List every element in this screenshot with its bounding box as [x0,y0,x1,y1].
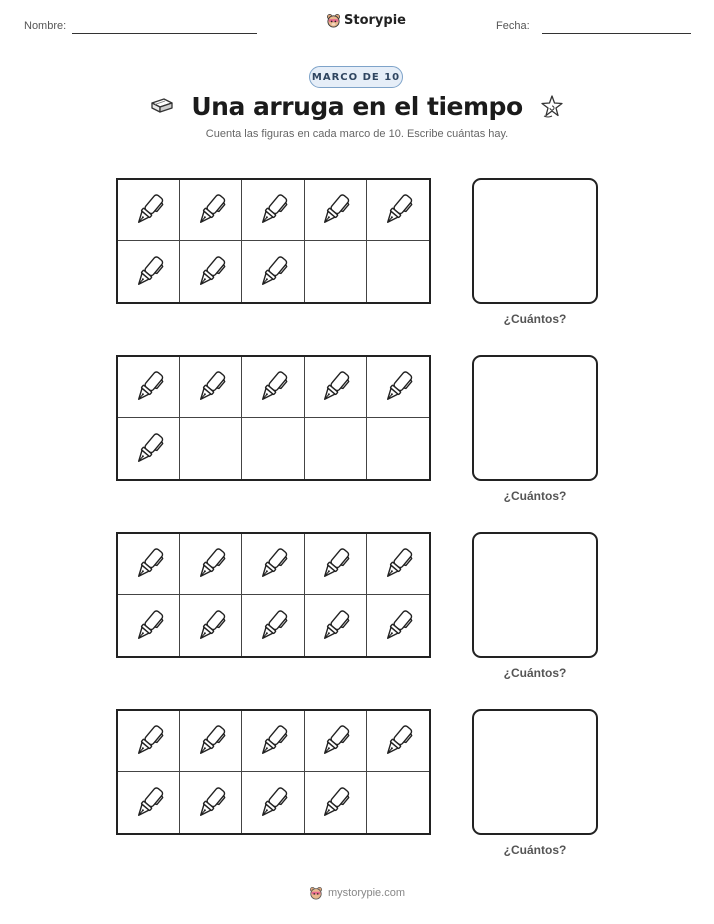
bear-icon [326,13,341,28]
activity-badge: MARCO DE 10 [309,66,403,88]
pen-icon [131,722,167,760]
frame-cell [118,772,180,833]
instructions: Cuenta las figuras en cada marco de 10. Escribe cuántas hay. [205,128,509,140]
pen-icon [255,545,291,583]
name-label: Nombre: [24,20,67,32]
pen-icon [131,430,167,468]
frame-cell [242,711,304,772]
frame-cell [305,772,367,833]
pen-icon [255,607,291,645]
frame-cell [180,595,242,656]
page-title: Una arruga en el tiempo [191,92,523,121]
name-line[interactable] [72,33,257,34]
pen-icon [317,368,353,406]
footer [0,886,714,900]
frame-cell [118,595,180,656]
pen-icon [380,545,416,583]
pen-icon [193,607,229,645]
pen-icon [131,368,167,406]
answer-box[interactable] [472,355,598,481]
frame-cell [180,180,242,241]
answer-box[interactable] [472,532,598,658]
brand-name: Storypie [344,13,406,28]
frame-cell [367,418,429,479]
frame-cell [242,180,304,241]
question-label: ¿Cuántos? [503,489,567,503]
frame-cell [118,180,180,241]
date-line[interactable] [542,33,691,34]
pen-icon [131,191,167,229]
frame-cell [367,711,429,772]
pen-icon [380,191,416,229]
pen-icon [193,722,229,760]
question-label: ¿Cuántos? [503,666,567,680]
pen-icon [193,253,229,291]
pen-icon [131,253,167,291]
frame-cell [118,241,180,302]
frame-cell [242,772,304,833]
frame-cell [367,180,429,241]
pen-icon [317,722,353,760]
title-row [0,92,714,121]
frame-cell [118,711,180,772]
frame-cell [305,534,367,595]
frame-cell [118,534,180,595]
pen-icon [193,368,229,406]
pen-icon [255,253,291,291]
pen-icon [317,607,353,645]
frame-cell [367,772,429,833]
ten-frame [116,178,431,304]
pen-icon [317,545,353,583]
frame-cell [305,357,367,418]
frame-cell [305,180,367,241]
pen-icon [380,607,416,645]
ten-frame [116,532,431,658]
answer-box[interactable] [472,178,598,304]
question-label: ¿Cuántos? [503,843,567,857]
frame-cell [367,534,429,595]
pen-icon [131,607,167,645]
star-icon [539,94,565,120]
pen-icon [255,722,291,760]
pen-icon [193,784,229,822]
pen-icon [317,191,353,229]
frame-cell [180,357,242,418]
answer-box[interactable] [472,709,598,835]
frame-cell [180,418,242,479]
frame-cell [180,241,242,302]
frame-cell [367,357,429,418]
book-icon [149,97,175,117]
frame-cell [180,534,242,595]
frame-cell [242,241,304,302]
frame-cell [242,595,304,656]
frame-cell [118,418,180,479]
pen-icon [255,784,291,822]
pen-icon [193,545,229,583]
pen-icon [380,368,416,406]
frame-cell [367,241,429,302]
frame-cell [305,595,367,656]
pen-icon [380,722,416,760]
pen-icon [131,545,167,583]
pen-icon [317,784,353,822]
pen-icon [131,784,167,822]
question-label: ¿Cuántos? [503,312,567,326]
pen-icon [193,191,229,229]
frame-cell [305,418,367,479]
footer-url: mystorypie.com [327,887,406,899]
frame-cell [367,595,429,656]
bear-icon [309,886,323,900]
frame-cell [305,241,367,302]
ten-frame [116,709,431,835]
pen-icon [255,368,291,406]
ten-frame [116,355,431,481]
frame-cell [242,418,304,479]
pen-icon [255,191,291,229]
frame-cell [180,772,242,833]
frame-cell [180,711,242,772]
frame-cell [118,357,180,418]
date-label: Fecha: [496,20,530,32]
frame-cell [305,711,367,772]
frame-cell [242,357,304,418]
frame-cell [242,534,304,595]
brand-logo [326,13,406,28]
